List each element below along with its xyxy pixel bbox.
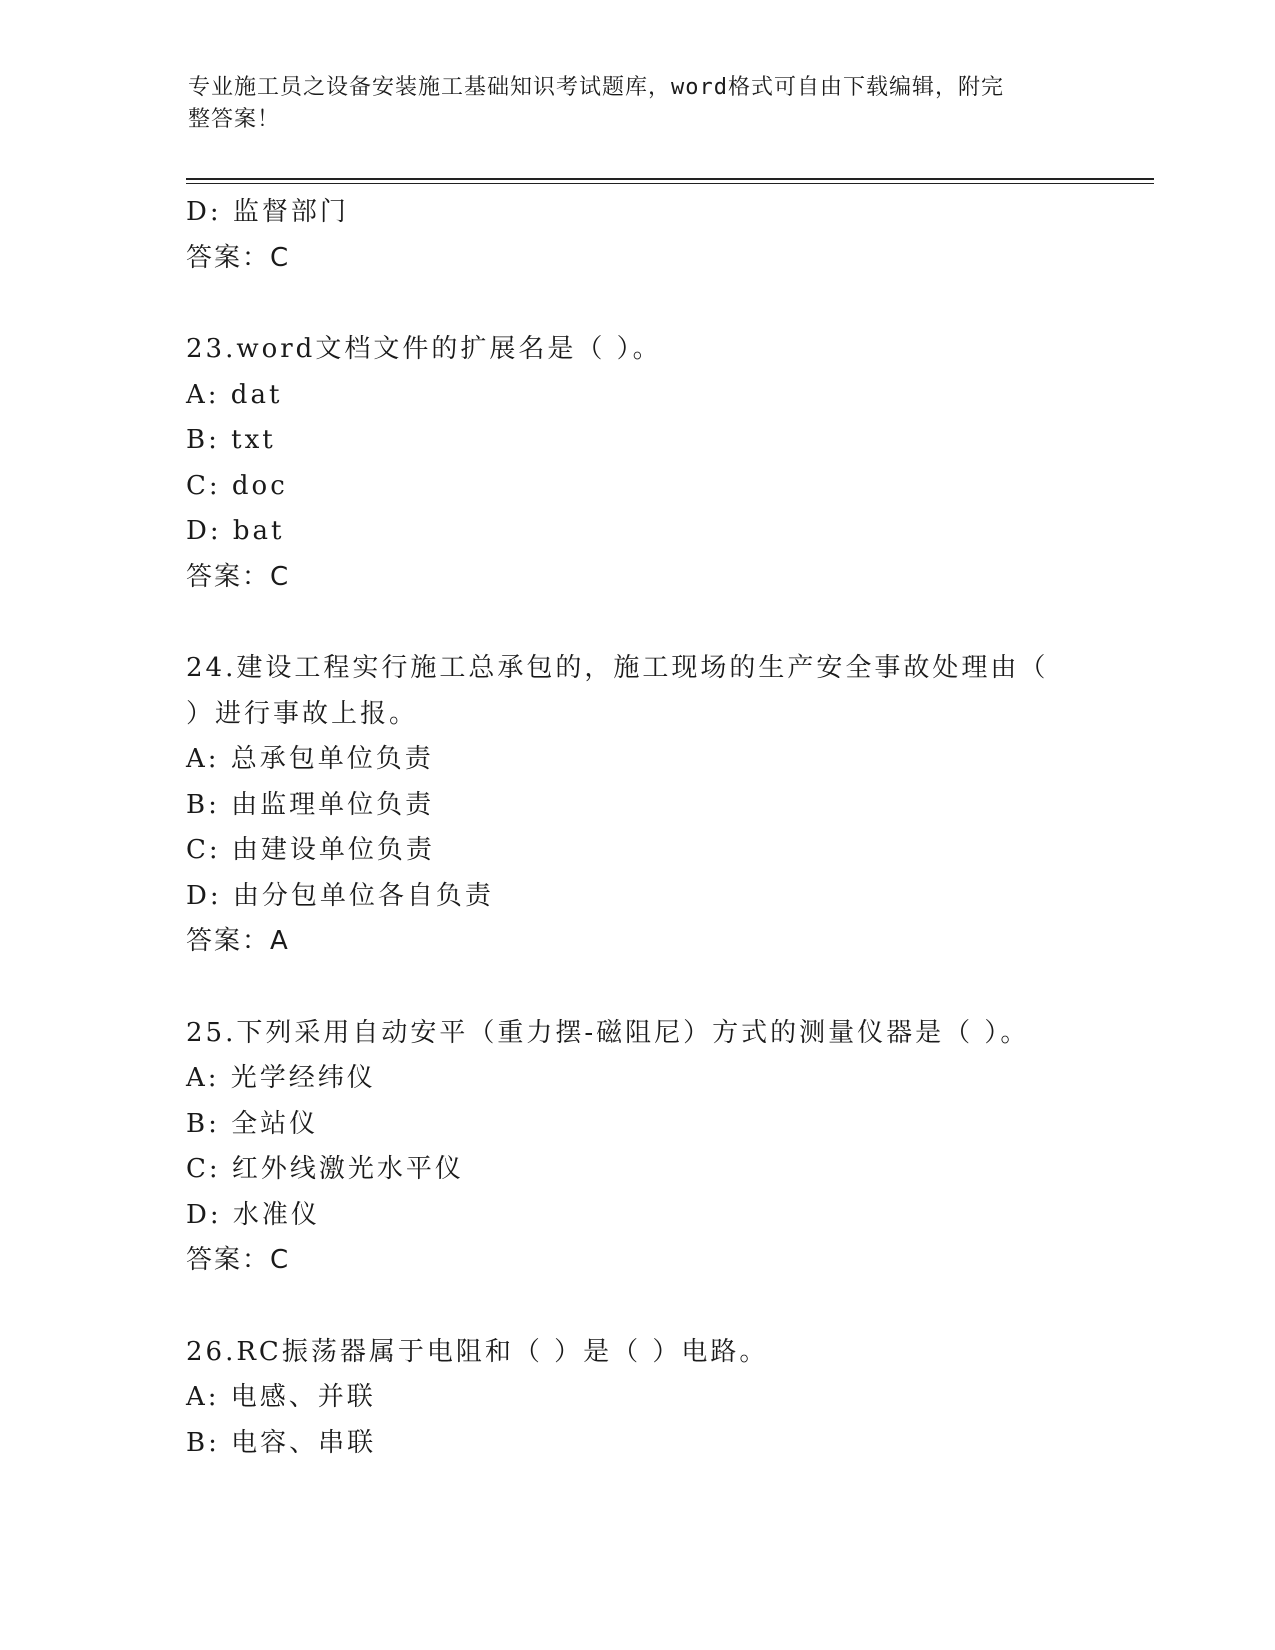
header-line-1: 专业施工员之设备安装施工基础知识考试题库，word格式可自由下载编辑，附完 <box>188 75 1004 100</box>
option-b: B: 全站仪 <box>186 1108 319 1139</box>
answer: 答案：C <box>186 1245 291 1275</box>
option-d: D: 监督部门 <box>186 197 349 227</box>
option-d: D: bat <box>186 516 285 546</box>
option-d: D: 由分包单位各自负责 <box>186 880 494 911</box>
question-list <box>186 190 1066 1466</box>
answer: 答案：A <box>186 926 290 956</box>
question-stem-line-1: 24.建设工程实行施工总承包的，施工现场的生产安全事故处理由（ <box>186 653 1049 683</box>
header-divider-thick <box>186 178 1154 180</box>
option-b: B: txt <box>186 425 276 455</box>
option-b: B: 电容、串联 <box>186 1427 377 1458</box>
option-c: C: doc <box>186 470 288 501</box>
answer: 答案：C <box>186 242 291 273</box>
question-stem-line-2: ）进行事故上报。 <box>186 698 419 729</box>
option-d: D: 水准仪 <box>186 1199 320 1230</box>
option-c: C: 红外线激光水平仪 <box>186 1154 464 1184</box>
option-a: A: 光学经纬仪 <box>186 1063 376 1093</box>
question-24 <box>186 646 1066 965</box>
question-stem: 23.word文档文件的扩展名是（ ）。 <box>186 334 662 364</box>
question-23 <box>186 327 1066 600</box>
option-b: B: 由监理单位负责 <box>186 789 435 820</box>
option-c: C: 由建设单位负责 <box>186 835 435 865</box>
header-line-2: 整答案！ <box>188 107 281 132</box>
header-divider-thin <box>186 183 1154 184</box>
option-a: A: 总承包单位负责 <box>186 744 434 774</box>
question-25 <box>186 1011 1066 1284</box>
question-stem: 26.RC振荡器属于电阻和（ ）是（ ）电路。 <box>186 1336 769 1367</box>
option-a: A: 电感、并联 <box>186 1382 376 1412</box>
question-stem: 25.下列采用自动安平（重力摆-磁阻尼）方式的测量仪器是（ ）。 <box>186 1017 1030 1048</box>
document-header <box>188 72 1068 136</box>
option-a: A: dat <box>186 379 283 410</box>
question-26 <box>186 1330 1066 1467</box>
answer: 答案：C <box>186 561 291 592</box>
